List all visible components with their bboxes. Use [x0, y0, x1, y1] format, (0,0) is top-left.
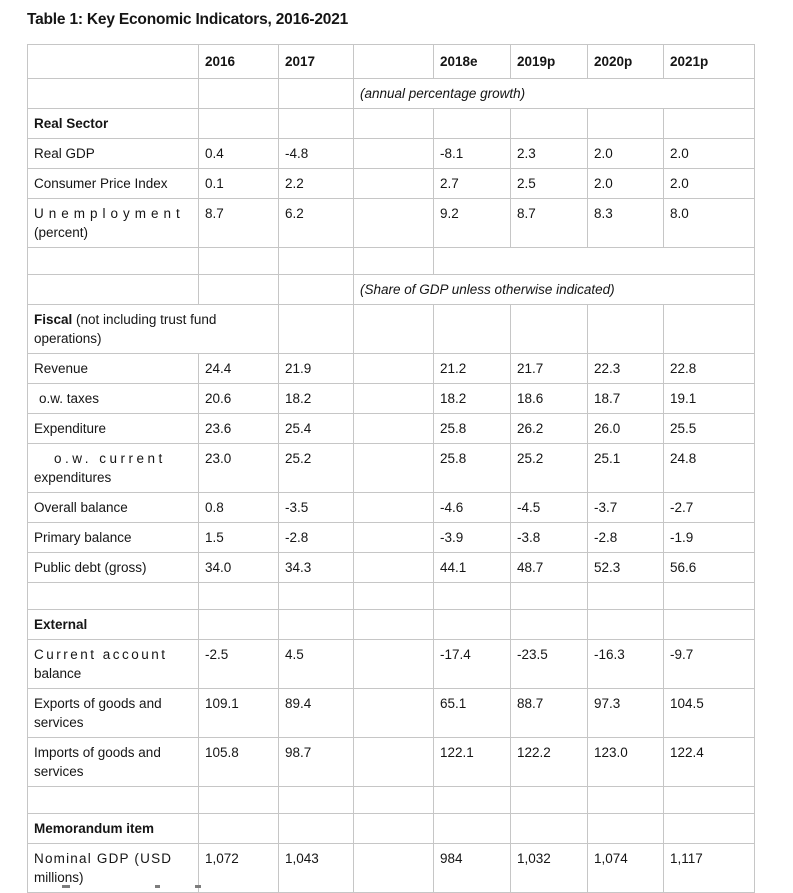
blank-cell: [279, 275, 354, 305]
blank-cell: [354, 384, 434, 414]
value-cell: 8.3: [588, 199, 664, 248]
cutoff-mark: [195, 885, 201, 888]
blank-cell: [199, 610, 279, 640]
value-cell: 23.0: [199, 444, 279, 493]
blank-cell: [279, 787, 354, 814]
section-header-external: External: [28, 610, 199, 640]
blank-cell: [279, 583, 354, 610]
row-consumer-price-index: [28, 169, 755, 199]
value-cell: -3.7: [588, 493, 664, 523]
value-cell: -1.9: [664, 523, 755, 553]
blank-cell: [588, 787, 664, 814]
blank-cell: [664, 787, 755, 814]
row-unemployment: [28, 199, 755, 248]
column-header-2016: 2016: [199, 45, 279, 79]
blank-cell: [28, 79, 199, 109]
blank-cell: [434, 610, 511, 640]
blank-cell: [664, 610, 755, 640]
row-ow-taxes: [28, 384, 755, 414]
row-imports: [28, 738, 755, 787]
value-cell: 105.8: [199, 738, 279, 787]
value-cell: 44.1: [434, 553, 511, 583]
row-public-debt: [28, 553, 755, 583]
blank-cell: [199, 109, 279, 139]
value-cell: 25.2: [279, 444, 354, 493]
value-cell: 98.7: [279, 738, 354, 787]
blank-cell: [199, 814, 279, 844]
blank-cell: [354, 610, 434, 640]
value-cell: 1,043: [279, 844, 354, 893]
value-cell: 25.8: [434, 414, 511, 444]
blank-cell: [664, 814, 755, 844]
value-cell: -2.8: [588, 523, 664, 553]
column-header-2018e: 2018e: [434, 45, 511, 79]
value-cell: -17.4: [434, 640, 511, 689]
section-row-fiscal: [28, 305, 755, 354]
value-cell: 21.2: [434, 354, 511, 384]
blank-cell: [199, 787, 279, 814]
blank-cell: [354, 523, 434, 553]
note-annual-growth: (annual percentage growth): [354, 79, 755, 109]
blank-cell: [588, 610, 664, 640]
value-cell: 0.1: [199, 169, 279, 199]
value-cell: 22.3: [588, 354, 664, 384]
value-cell: 18.2: [279, 384, 354, 414]
value-cell: -2.5: [199, 640, 279, 689]
value-cell: 1,072: [199, 844, 279, 893]
value-cell: -16.3: [588, 640, 664, 689]
blank-cell: [354, 305, 434, 354]
blank-cell: [28, 275, 199, 305]
value-cell: 8.7: [199, 199, 279, 248]
row-overall-balance: [28, 493, 755, 523]
column-header-gap: [354, 45, 434, 79]
spacer-row: [28, 787, 755, 814]
blank-cell: [199, 583, 279, 610]
blank-cell: [279, 305, 354, 354]
value-cell: 2.0: [588, 139, 664, 169]
blank-cell: [588, 583, 664, 610]
blank-cell: [354, 414, 434, 444]
value-cell: 88.7: [511, 689, 588, 738]
value-cell: 4.5: [279, 640, 354, 689]
value-cell: 1,074: [588, 844, 664, 893]
blank-cell: [511, 305, 588, 354]
value-cell: 56.6: [664, 553, 755, 583]
value-cell: -23.5: [511, 640, 588, 689]
blank-cell: [279, 814, 354, 844]
value-cell: 25.5: [664, 414, 755, 444]
blank-cell: [354, 354, 434, 384]
value-cell: 19.1: [664, 384, 755, 414]
cutoff-text-fragment: [0, 885, 793, 888]
value-cell: 6.2: [279, 199, 354, 248]
value-cell: -9.7: [664, 640, 755, 689]
value-cell: 25.2: [511, 444, 588, 493]
column-header-2021p: 2021p: [664, 45, 755, 79]
spacer-row: [28, 583, 755, 610]
blank-cell: [354, 814, 434, 844]
blank-cell: [434, 583, 511, 610]
blank-cell: [434, 248, 755, 275]
value-cell: 26.0: [588, 414, 664, 444]
value-cell: 1.5: [199, 523, 279, 553]
value-cell: 984: [434, 844, 511, 893]
column-header-empty: [28, 45, 199, 79]
row-label: Revenue: [28, 354, 199, 384]
value-cell: 8.0: [664, 199, 755, 248]
value-cell: -3.8: [511, 523, 588, 553]
value-cell: -4.6: [434, 493, 511, 523]
cutoff-mark: [155, 885, 160, 888]
note-row-growth: [28, 79, 755, 109]
value-cell: 21.9: [279, 354, 354, 384]
row-label: Current account balance: [28, 640, 199, 689]
value-cell: -8.1: [434, 139, 511, 169]
value-cell: 34.0: [199, 553, 279, 583]
blank-cell: [511, 787, 588, 814]
value-cell: -2.8: [279, 523, 354, 553]
section-header-fiscal: [28, 305, 279, 354]
row-label: Exports of goods and services: [28, 689, 199, 738]
value-cell: -3.9: [434, 523, 511, 553]
section-row-external: [28, 610, 755, 640]
value-cell: 8.7: [511, 199, 588, 248]
value-cell: -4.5: [511, 493, 588, 523]
blank-cell: [354, 199, 434, 248]
cutoff-mark: [62, 885, 70, 888]
value-cell: 2.0: [664, 139, 755, 169]
value-cell: 2.0: [588, 169, 664, 199]
value-cell: 0.4: [199, 139, 279, 169]
blank-cell: [511, 583, 588, 610]
value-cell: 89.4: [279, 689, 354, 738]
section-row-memorandum: [28, 814, 755, 844]
row-primary-balance: [28, 523, 755, 553]
blank-cell: [434, 814, 511, 844]
column-header-2017: 2017: [279, 45, 354, 79]
blank-cell: [354, 493, 434, 523]
blank-cell: [199, 275, 279, 305]
value-cell: 24.8: [664, 444, 755, 493]
fiscal-rest-label: (not including trust fund operations): [34, 312, 217, 346]
blank-cell: [28, 248, 199, 275]
value-cell: -4.8: [279, 139, 354, 169]
value-cell: 21.7: [511, 354, 588, 384]
blank-cell: [664, 305, 755, 354]
row-revenue: [28, 354, 755, 384]
section-header-real-sector: Real Sector: [28, 109, 199, 139]
value-cell: 18.2: [434, 384, 511, 414]
blank-cell: [354, 787, 434, 814]
table-title: Table 1: Key Economic Indicators, 2016-2021: [27, 11, 349, 28]
value-cell: -2.7: [664, 493, 755, 523]
row-label: Public debt (gross): [28, 553, 199, 583]
value-cell: 18.6: [511, 384, 588, 414]
value-cell: 123.0: [588, 738, 664, 787]
header-row: [28, 45, 755, 79]
blank-cell: [354, 738, 434, 787]
blank-cell: [354, 169, 434, 199]
value-cell: 122.4: [664, 738, 755, 787]
value-cell: 2.7: [434, 169, 511, 199]
blank-cell: [354, 444, 434, 493]
value-cell: -3.5: [279, 493, 354, 523]
value-cell: 9.2: [434, 199, 511, 248]
value-cell: 0.8: [199, 493, 279, 523]
row-label: Primary balance: [28, 523, 199, 553]
value-cell: 97.3: [588, 689, 664, 738]
blank-cell: [354, 109, 434, 139]
value-cell: 20.6: [199, 384, 279, 414]
value-cell: 18.7: [588, 384, 664, 414]
value-cell: 65.1: [434, 689, 511, 738]
row-label: Unemployment (percent): [28, 199, 199, 248]
indicators-table: [27, 44, 755, 893]
value-cell: 122.2: [511, 738, 588, 787]
blank-cell: [199, 79, 279, 109]
fiscal-bold-label: Fiscal: [34, 312, 73, 327]
row-label: Expenditure: [28, 414, 199, 444]
blank-cell: [511, 109, 588, 139]
value-cell: 48.7: [511, 553, 588, 583]
blank-cell: [434, 109, 511, 139]
blank-cell: [354, 139, 434, 169]
row-label: Overall balance: [28, 493, 199, 523]
blank-cell: [434, 305, 511, 354]
column-header-2019p: 2019p: [511, 45, 588, 79]
row-current-account-balance: [28, 640, 755, 689]
note-share-of-gdp: (Share of GDP unless otherwise indicated): [354, 275, 755, 305]
blank-cell: [354, 689, 434, 738]
value-cell: 34.3: [279, 553, 354, 583]
blank-cell: [588, 109, 664, 139]
blank-cell: [588, 305, 664, 354]
value-cell: 25.8: [434, 444, 511, 493]
blank-cell: [511, 814, 588, 844]
blank-cell: [279, 79, 354, 109]
section-row-real-sector: [28, 109, 755, 139]
value-cell: 2.0: [664, 169, 755, 199]
row-ow-current-expenditures: [28, 444, 755, 493]
value-cell: 122.1: [434, 738, 511, 787]
row-expenditure: [28, 414, 755, 444]
row-label: o.w. taxes: [28, 384, 199, 414]
row-exports: [28, 689, 755, 738]
blank-cell: [28, 787, 199, 814]
row-label: Imports of goods and services: [28, 738, 199, 787]
blank-cell: [354, 248, 434, 275]
value-cell: 25.1: [588, 444, 664, 493]
value-cell: 26.2: [511, 414, 588, 444]
row-label: o.w. current expenditures: [28, 444, 199, 493]
row-label: Nominal GDP (USD millions): [28, 844, 199, 893]
value-cell: 52.3: [588, 553, 664, 583]
blank-cell: [199, 248, 279, 275]
blank-cell: [279, 248, 354, 275]
value-cell: 22.8: [664, 354, 755, 384]
blank-cell: [354, 640, 434, 689]
blank-cell: [664, 109, 755, 139]
blank-cell: [279, 109, 354, 139]
value-cell: 24.4: [199, 354, 279, 384]
section-header-memorandum: Memorandum item: [28, 814, 199, 844]
value-cell: 1,117: [664, 844, 755, 893]
blank-cell: [588, 814, 664, 844]
blank-cell: [664, 583, 755, 610]
blank-cell: [354, 553, 434, 583]
value-cell: 2.5: [511, 169, 588, 199]
row-label: Real GDP: [28, 139, 199, 169]
value-cell: 1,032: [511, 844, 588, 893]
blank-cell: [279, 610, 354, 640]
value-cell: 23.6: [199, 414, 279, 444]
value-cell: 25.4: [279, 414, 354, 444]
value-cell: 2.2: [279, 169, 354, 199]
value-cell: 109.1: [199, 689, 279, 738]
spacer-row: [28, 248, 755, 275]
value-cell: 2.3: [511, 139, 588, 169]
column-header-2020p: 2020p: [588, 45, 664, 79]
value-cell: 104.5: [664, 689, 755, 738]
blank-cell: [28, 583, 199, 610]
row-real-gdp: [28, 139, 755, 169]
row-label: Consumer Price Index: [28, 169, 199, 199]
note-row-share: [28, 275, 755, 305]
blank-cell: [434, 787, 511, 814]
blank-cell: [511, 610, 588, 640]
blank-cell: [354, 583, 434, 610]
